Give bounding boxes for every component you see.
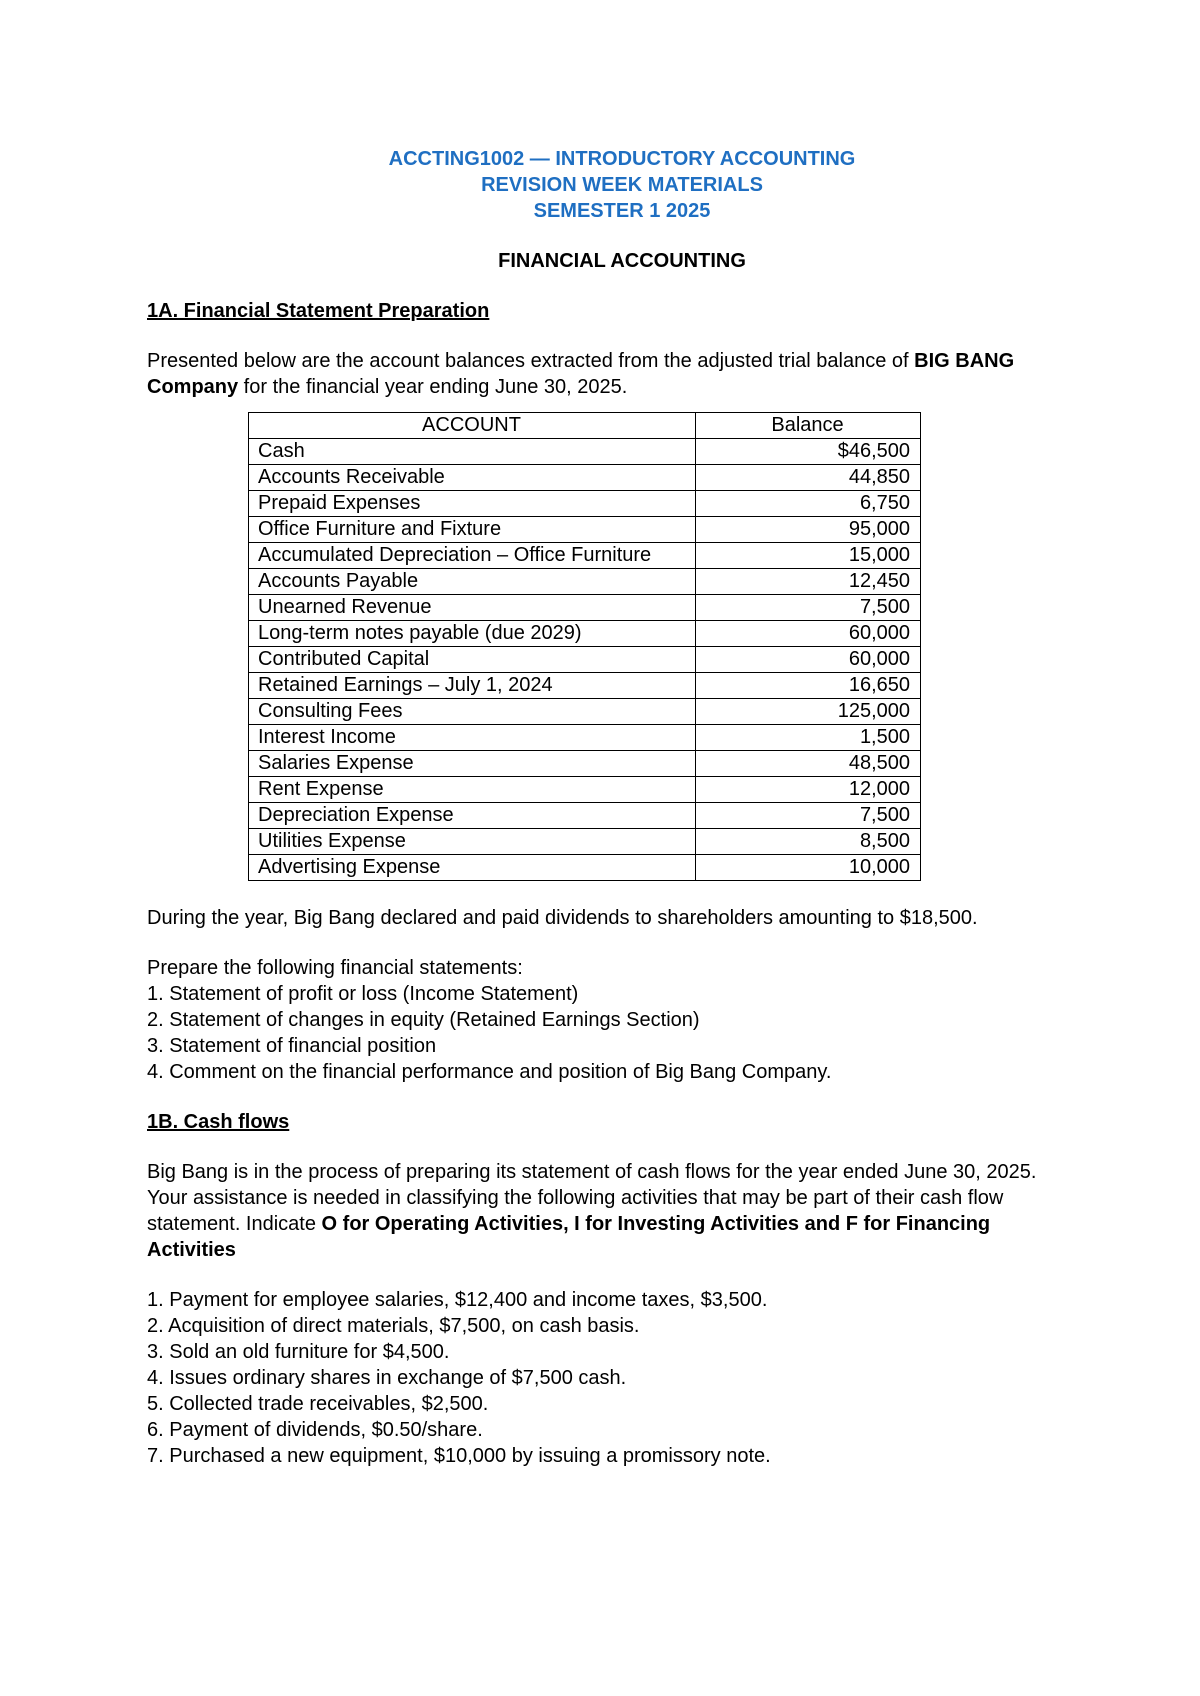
balance-cell: 1,500: [696, 725, 921, 751]
prepare-list: [147, 981, 1067, 1085]
table-row: [249, 569, 921, 595]
table-row: [249, 829, 921, 855]
intro-1a: [147, 348, 1067, 400]
balance-cell: 7,500: [696, 803, 921, 829]
account-cell: Utilities Expense: [249, 829, 696, 855]
prepare-intro: Prepare the following financial statements:: [147, 957, 523, 979]
semester-title: SEMESTER 1 2025: [533, 200, 711, 222]
table-row: [249, 751, 921, 777]
heading-1a: 1A. Financial Statement Preparation: [147, 300, 490, 322]
table-row: [249, 725, 921, 751]
table-header-row: [249, 413, 921, 439]
balance-cell: 125,000: [696, 699, 921, 725]
table-row: [249, 491, 921, 517]
account-cell: Depreciation Expense: [249, 803, 696, 829]
table-row: [249, 595, 921, 621]
balance-cell: 12,000: [696, 777, 921, 803]
header-balance: Balance: [696, 413, 921, 439]
table-row: [249, 803, 921, 829]
materials-title: REVISION WEEK MATERIALS: [481, 174, 763, 196]
account-cell: Contributed Capital: [249, 647, 696, 673]
document-header: [147, 146, 1067, 224]
balance-cell: 95,000: [696, 517, 921, 543]
section-title: FINANCIAL ACCOUNTING: [498, 250, 746, 272]
balance-cell: 10,000: [696, 855, 921, 881]
balance-cell: 48,500: [696, 751, 921, 777]
balance-cell: 15,000: [696, 543, 921, 569]
course-title: ACCTING1002 — INTRODUCTORY ACCOUNTING: [388, 148, 856, 170]
balance-cell: 12,450: [696, 569, 921, 595]
list-item: 5. Collected trade receivables, $2,500.: [147, 1393, 489, 1415]
intro-1a-after: for the financial year ending June 30, 2025.: [238, 376, 628, 398]
header-account: ACCOUNT: [249, 413, 696, 439]
list-item: 1. Payment for employee salaries, $12,400 and income taxes, $3,500.: [147, 1289, 768, 1311]
account-cell: Office Furniture and Fixture: [249, 517, 696, 543]
account-cell: Accounts Receivable: [249, 465, 696, 491]
list-item: 4. Issues ordinary shares in exchange of $7,500 cash.: [147, 1367, 627, 1389]
heading-1b: 1B. Cash flows: [147, 1111, 290, 1133]
account-cell: Advertising Expense: [249, 855, 696, 881]
account-cell: Interest Income: [249, 725, 696, 751]
balance-cell: 16,650: [696, 673, 921, 699]
company-name: BIG BANG Company: [147, 350, 1015, 398]
account-cell: Retained Earnings – July 1, 2024: [249, 673, 696, 699]
list-item: 2. Statement of changes in equity (Retained Earnings Section): [147, 1009, 700, 1031]
table-row: [249, 517, 921, 543]
balance-cell: 6,750: [696, 491, 921, 517]
document-page: [147, 146, 1067, 1469]
account-cell: Salaries Expense: [249, 751, 696, 777]
intro-1b-before: Big Bang is in the process of preparing its statement of cash flows for the year ended June 30, 2025. Your assistance is needed in classifying the following activities that may be part of their cash flow statement. Indicate: [147, 1161, 1037, 1235]
balance-cell: 8,500: [696, 829, 921, 855]
balance-cell: 60,000: [696, 621, 921, 647]
intro-1a-before: Presented below are the account balances extracted from the adjusted trial balance of: [147, 350, 915, 372]
account-cell: Long-term notes payable (due 2029): [249, 621, 696, 647]
account-cell: Unearned Revenue: [249, 595, 696, 621]
balance-cell: 7,500: [696, 595, 921, 621]
account-cell: Cash: [249, 439, 696, 465]
intro-1b: [147, 1159, 1067, 1263]
table-row: [249, 621, 921, 647]
account-cell: Accounts Payable: [249, 569, 696, 595]
balance-cell: 60,000: [696, 647, 921, 673]
intro-1b-bold: O for Operating Activities, I for Investing Activities and F for Financing Activities: [147, 1213, 991, 1261]
list-item: 2. Acquisition of direct materials, $7,500, on cash basis.: [147, 1315, 640, 1337]
account-cell: Prepaid Expenses: [249, 491, 696, 517]
table-row: [249, 439, 921, 465]
list-item: 3. Statement of financial position: [147, 1035, 437, 1057]
list-item: 3. Sold an old furniture for $4,500.: [147, 1341, 450, 1363]
list-item: 7. Purchased a new equipment, $10,000 by issuing a promissory note.: [147, 1445, 771, 1467]
table-row: [249, 855, 921, 881]
list-item: 1. Statement of profit or loss (Income Statement): [147, 983, 579, 1005]
table-row: [249, 465, 921, 491]
dividends-note: During the year, Big Bang declared and paid dividends to shareholders amounting to $18,500.: [147, 907, 978, 929]
list-item: 6. Payment of dividends, $0.50/share.: [147, 1419, 483, 1441]
table-row: [249, 647, 921, 673]
trial-balance-table: [248, 412, 921, 881]
account-cell: Accumulated Depreciation – Office Furniture: [249, 543, 696, 569]
balance-cell: 44,850: [696, 465, 921, 491]
table-row: [249, 699, 921, 725]
table-row: [249, 543, 921, 569]
account-cell: Consulting Fees: [249, 699, 696, 725]
balance-cell: $46,500: [696, 439, 921, 465]
list-item: 4. Comment on the financial performance and position of Big Bang Company.: [147, 1061, 832, 1083]
cash-flow-activity-list: [147, 1287, 1067, 1469]
table-row: [249, 673, 921, 699]
table-row: [249, 777, 921, 803]
account-cell: Rent Expense: [249, 777, 696, 803]
